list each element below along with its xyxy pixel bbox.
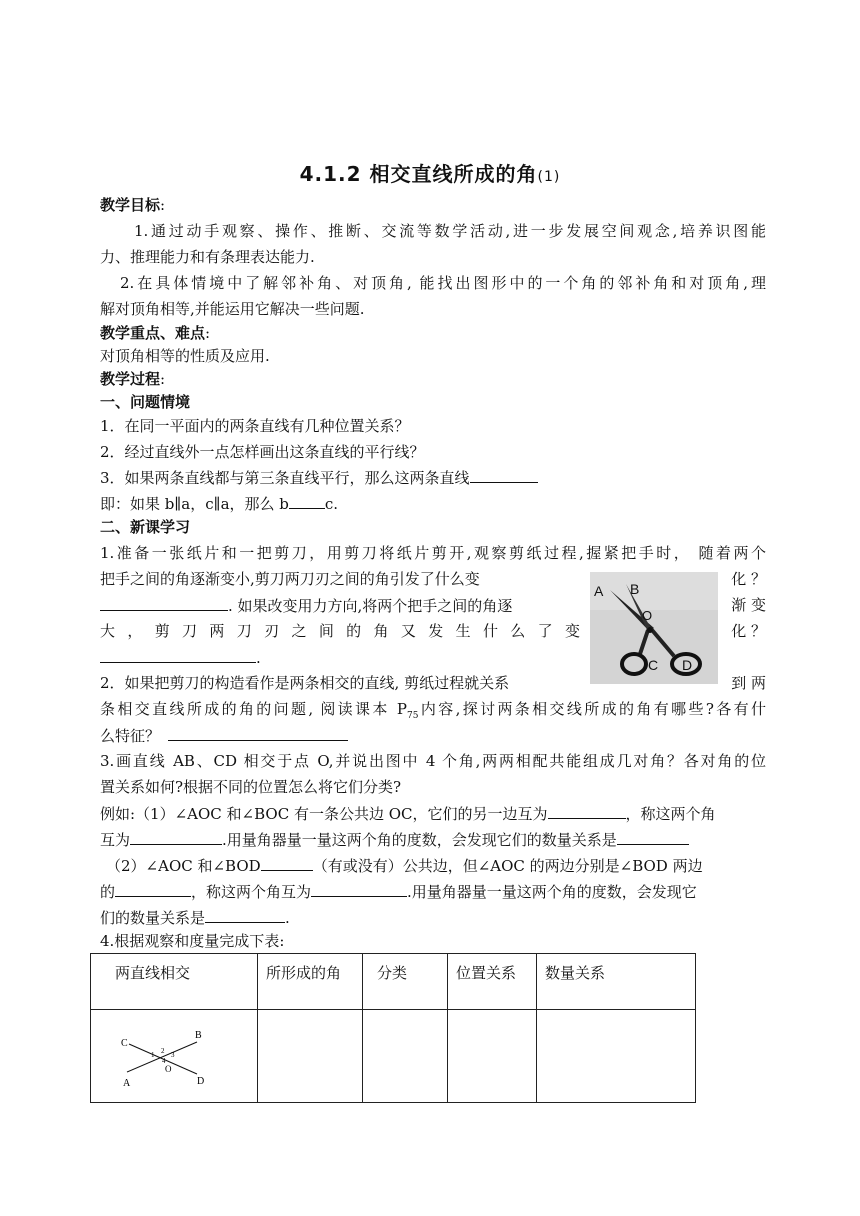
answer-blank[interactable] bbox=[470, 466, 538, 483]
keypoints-heading-line bbox=[100, 322, 210, 344]
section2-p3-line1: 3.画直线 AB、CD 相交于点 O,并说出图中 4 个角,两两相配共能组成几对角？各对角的位 bbox=[100, 752, 766, 770]
p1-line2-right: 化 ？ bbox=[731, 570, 766, 588]
goals-heading: 教学目标 bbox=[100, 196, 161, 214]
table-cell[interactable] bbox=[537, 1010, 696, 1103]
p1-line4-left: 大 ， 剪 刀 两 刀 刃 之 间 的 角 又 发 生 什 么 了 变 bbox=[100, 622, 580, 640]
answer-blank[interactable] bbox=[261, 854, 313, 871]
figure-label-d: D bbox=[197, 1076, 205, 1087]
goals-item2-line2: 解对顶角相等,并能运用它解决一些问题. bbox=[100, 300, 365, 318]
table-row bbox=[91, 1010, 696, 1103]
example2-line1 bbox=[106, 854, 703, 877]
table-header-cell: 数量关系 bbox=[537, 954, 696, 1010]
angle-table bbox=[90, 953, 696, 1103]
p1-line4-right: 化 ？ bbox=[731, 622, 766, 640]
section1-q3b-post: c. bbox=[324, 495, 339, 513]
angle-label-4: 4 bbox=[162, 1057, 166, 1065]
ex2-line1-pre: （2）∠AOC 和∠BOD bbox=[106, 857, 261, 875]
title-main: 4.1.2 相交直线所成的角 bbox=[299, 162, 538, 186]
answer-blank[interactable] bbox=[289, 492, 325, 509]
process-colon: : bbox=[160, 370, 166, 388]
p1-line3-mid: . 如果改变用力方向,将两个把手之间的角逐 bbox=[228, 597, 513, 615]
goals-heading-line bbox=[100, 194, 165, 216]
p1-line2-left: 把手之间的角逐渐变小,剪刀两刀刃之间的角引发了什么变 bbox=[100, 570, 480, 588]
example1-line1 bbox=[100, 802, 716, 825]
ex1-line2-pre: 互为 bbox=[100, 831, 131, 849]
answer-blank[interactable] bbox=[100, 594, 228, 611]
section1-q3b-pre: 即：如果 b∥a，c∥a，那么 b bbox=[100, 495, 289, 513]
ex1-line2-post: .用量角器量一量这两个角的度数，会发现它们的数量关系是 bbox=[222, 831, 617, 849]
angle-label-1: 1 bbox=[151, 1051, 155, 1059]
p2-line1-right: 到 两 bbox=[731, 674, 766, 692]
table-header-cell: 两直线相交 bbox=[91, 954, 258, 1010]
section2-p2-line3 bbox=[100, 724, 348, 747]
figure-label-c: C bbox=[121, 1038, 128, 1049]
answer-blank[interactable] bbox=[548, 802, 626, 819]
title-suffix: (1) bbox=[537, 169, 561, 185]
section2-p2-line1 bbox=[100, 672, 766, 694]
section2-p1-line5 bbox=[100, 646, 261, 669]
p2-line3-text: 么特征？ bbox=[100, 727, 161, 745]
goals-colon: : bbox=[160, 196, 166, 214]
section2-p2-line2 bbox=[100, 698, 766, 727]
p2-line2-sub: 75 bbox=[407, 711, 419, 721]
ex2-line2-post: .用量角器量一量这两个角的度数，会发现它 bbox=[407, 883, 697, 901]
section2-p4: 4.根据观察和度量完成下表: bbox=[100, 932, 285, 950]
table-header-cell: 分类 bbox=[363, 954, 448, 1010]
angle-label-2: 2 bbox=[161, 1047, 165, 1055]
answer-blank[interactable] bbox=[311, 880, 407, 897]
section1-heading: 一、问题情境 bbox=[100, 393, 191, 411]
scissors-label-d: D bbox=[682, 657, 693, 673]
scissors-label-b: B bbox=[630, 581, 640, 597]
p2-line1-left: 2．如果把剪刀的构造看作是两条相交的直线, 剪纸过程就关系 bbox=[100, 674, 510, 692]
scissors-label-o: O bbox=[642, 608, 653, 623]
answer-blank[interactable] bbox=[617, 828, 689, 845]
p2-line2-post: 内容,探讨两条相交线所成的角有哪些?各有什 bbox=[418, 700, 766, 718]
section1-question2: 2．经过直线外一点怎样画出这条直线的平行线？ bbox=[100, 443, 425, 461]
keypoints-text: 对顶角相等的性质及应用. bbox=[100, 347, 270, 365]
goals-item1-line1: 1.通过动手观察、操作、推断、交流等数学活动,进一步发展空间观念,培养识图能 bbox=[134, 222, 766, 240]
process-heading: 教学过程 bbox=[100, 370, 161, 388]
table-header-row bbox=[91, 954, 696, 1010]
section1-question3b bbox=[100, 492, 338, 515]
intersecting-lines-figure-cell bbox=[91, 1010, 258, 1103]
section1-question1: 1．在同一平面内的两条直线有几种位置关系？ bbox=[100, 417, 410, 435]
section2-p3-line2: 置关系如何?根据不同的位置怎么将它们分类? bbox=[100, 778, 402, 796]
table-header-cell: 所形成的角 bbox=[258, 954, 363, 1010]
answer-blank[interactable] bbox=[205, 906, 285, 923]
table-cell[interactable] bbox=[363, 1010, 448, 1103]
section1-question3-text: 3．如果两条直线都与第三条直线平行，那么这两条直线 bbox=[100, 469, 470, 487]
figure-label-o: O bbox=[165, 1064, 172, 1074]
ex2-line3-post: . bbox=[285, 909, 290, 927]
ex1-line1-post: ，称这两个角 bbox=[625, 805, 716, 823]
example2-line2 bbox=[100, 880, 697, 903]
page-title bbox=[0, 158, 860, 187]
figure-label-b: B bbox=[195, 1030, 202, 1041]
scissors-illustration bbox=[590, 572, 718, 684]
goals-item2-line1: 2.在具体情境中了解邻补角、对顶角, 能找出图形中的一个角的邻补角和对顶角,理 bbox=[120, 274, 766, 292]
table-cell[interactable] bbox=[448, 1010, 537, 1103]
ex2-line1-post: （有或没有）公共边，但∠AOC 的两边分别是∠BOD 两边 bbox=[312, 857, 703, 875]
example1-line2 bbox=[100, 828, 689, 851]
keypoints-heading: 教学重点、难点 bbox=[100, 324, 206, 342]
p1-line5-end: . bbox=[256, 649, 261, 667]
answer-blank[interactable] bbox=[100, 646, 256, 663]
answer-blank[interactable] bbox=[168, 724, 348, 741]
p2-line2-pre: 条相交直线所成的角的问题, 阅读课本 P bbox=[100, 700, 408, 718]
angle-label-3: 3 bbox=[171, 1051, 175, 1059]
p1-line3-right: 渐 变 bbox=[731, 596, 766, 614]
table-header-cell: 位置关系 bbox=[448, 954, 537, 1010]
section2-p1-line1: 1.准备一张纸片和一把剪刀，用剪刀将纸片剪开,观察剪纸过程,握紧把手时， 随着两个 bbox=[100, 544, 766, 562]
intersecting-lines-figure bbox=[91, 1010, 241, 1098]
section2-heading: 二、新课学习 bbox=[100, 518, 191, 536]
keypoints-colon: : bbox=[205, 324, 211, 342]
example2-line3 bbox=[100, 906, 290, 929]
table-cell[interactable] bbox=[258, 1010, 363, 1103]
goals-item1-line2: 力、推理能力和有条理表达能力. bbox=[100, 248, 315, 266]
ex2-line2-pre: 的 bbox=[100, 883, 116, 901]
answer-blank[interactable] bbox=[115, 880, 191, 897]
ex2-line2-mid: ，称这两个角互为 bbox=[191, 883, 312, 901]
scissors-label-a: A bbox=[594, 583, 604, 599]
section1-question3 bbox=[100, 466, 538, 489]
figure-label-a: A bbox=[123, 1078, 131, 1089]
process-heading-line bbox=[100, 368, 165, 390]
scissors-label-c: C bbox=[648, 657, 659, 673]
answer-blank[interactable] bbox=[130, 828, 222, 845]
ex1-line1-pre: 例如:（1）∠AOC 和∠BOC 有一条公共边 OC，它们的另一边互为 bbox=[100, 805, 548, 823]
scissors-photo bbox=[590, 572, 718, 684]
ex2-line3-pre: 们的数量关系是 bbox=[100, 909, 206, 927]
